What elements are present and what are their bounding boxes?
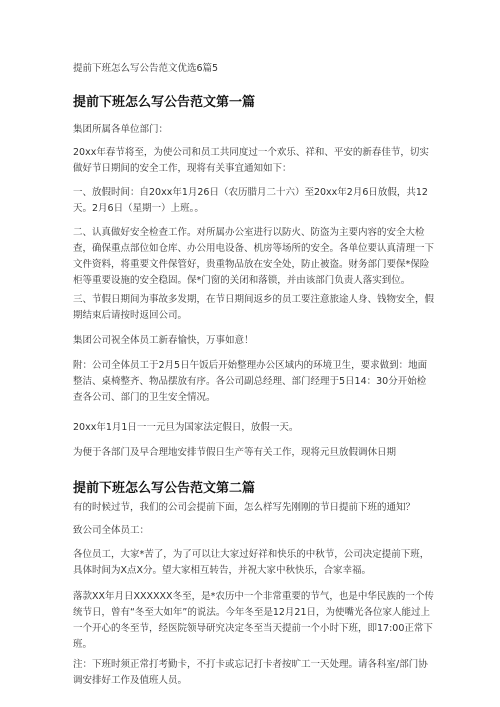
paragraph: 致公司全体员工： — [73, 525, 150, 536]
paragraph: 集团所属各单位部门： — [73, 124, 169, 135]
section-2-heading: 提前下班怎么写公告范文第二篇 — [73, 481, 256, 496]
paragraph: 20xx年1月1日一一元旦为国家法定假日，放假一天。 — [73, 422, 299, 433]
paragraph: 三、节假日期间为事故多发期，在节日期间返乡的员工要注意旅途人身、钱物安全，假期结束后请按时返回公司。 — [73, 294, 435, 321]
paragraph: 20xx年春节将至，为使公司和员工共同度过一个欢乐、祥和、平安的新春佳节，切实做好节日期间的安全工作，现将有关事宜通知如下： — [73, 147, 429, 174]
section-1-heading: 提前下班怎么写公告范文第一篇 — [73, 95, 256, 110]
paragraph: 有的时候过节，我们的公司会提前下面，怎么样写先刚刚的节日提前下班的通知？ — [73, 502, 416, 513]
paragraph: 落款XX年月日XXXXXX冬至，是*农历中一个非常重要的节气，也是中华民族的一个传统节日，曾有“冬至大如年”的说法。今年冬至是12月21日，为使嘴光各位家人能过上一个开心的冬至节，经医院领导研究决定冬至当天提前一个小时下班，即17:00正常下班。 — [73, 591, 434, 650]
paragraph: 附：公司全体员工于2月5日午饭后开始整理办公区域内的环境卫生，要求做到：地面整洁、桌椅整齐、物品摆放有序。各公司副总经理、部门经理于5日14：30分开始检查各公司、部门的卫生安全情况。 — [73, 360, 428, 403]
paragraph: 二、认真做好安全检查工作。对所属办公室进行以防火、防盗为主要内容的安全大检查，确保重点部位如仓库、办公用电设备、机房等场所的安全。各单位要认真清理一下文件资料，将重要文件保管好，贵重物品放在安全处，防止被盗。财务部门要保*保险柜等重要设施的安全稳固。保*门窗的关闭和落锁，并由该部门负责人落实到位。 — [73, 227, 435, 286]
paragraph: 为便于各部门及早合理地安排节假日生产等有关工作，现将元旦放假调休日期 — [73, 447, 397, 458]
paragraph: 一、放假时间：自20xx年1月26日（农历腊月二十六）至20xx年2月6日放假，共12天。2月6日（星期一）上班。。 — [73, 187, 428, 214]
paragraph: 集团公司祝全体员工新春愉快，万事如意！ — [73, 335, 254, 346]
document-title: 提前下班怎么写公告范文优选6篇5 — [73, 63, 219, 74]
paragraph: 注：下班时须正常打考勤卡，不打卡或忘记打卡者按旷工一天处理。请各科室/部门协调安排好工作及值班人员。 — [73, 659, 428, 686]
paragraph: 各位员工，大家*苦了，为了可以让大家过好祥和快乐的中秋节，公司决定提前下班，具体时间为X点X分。望大家相互转告，并祝大家中秋快乐，合家幸福。 — [73, 549, 430, 576]
